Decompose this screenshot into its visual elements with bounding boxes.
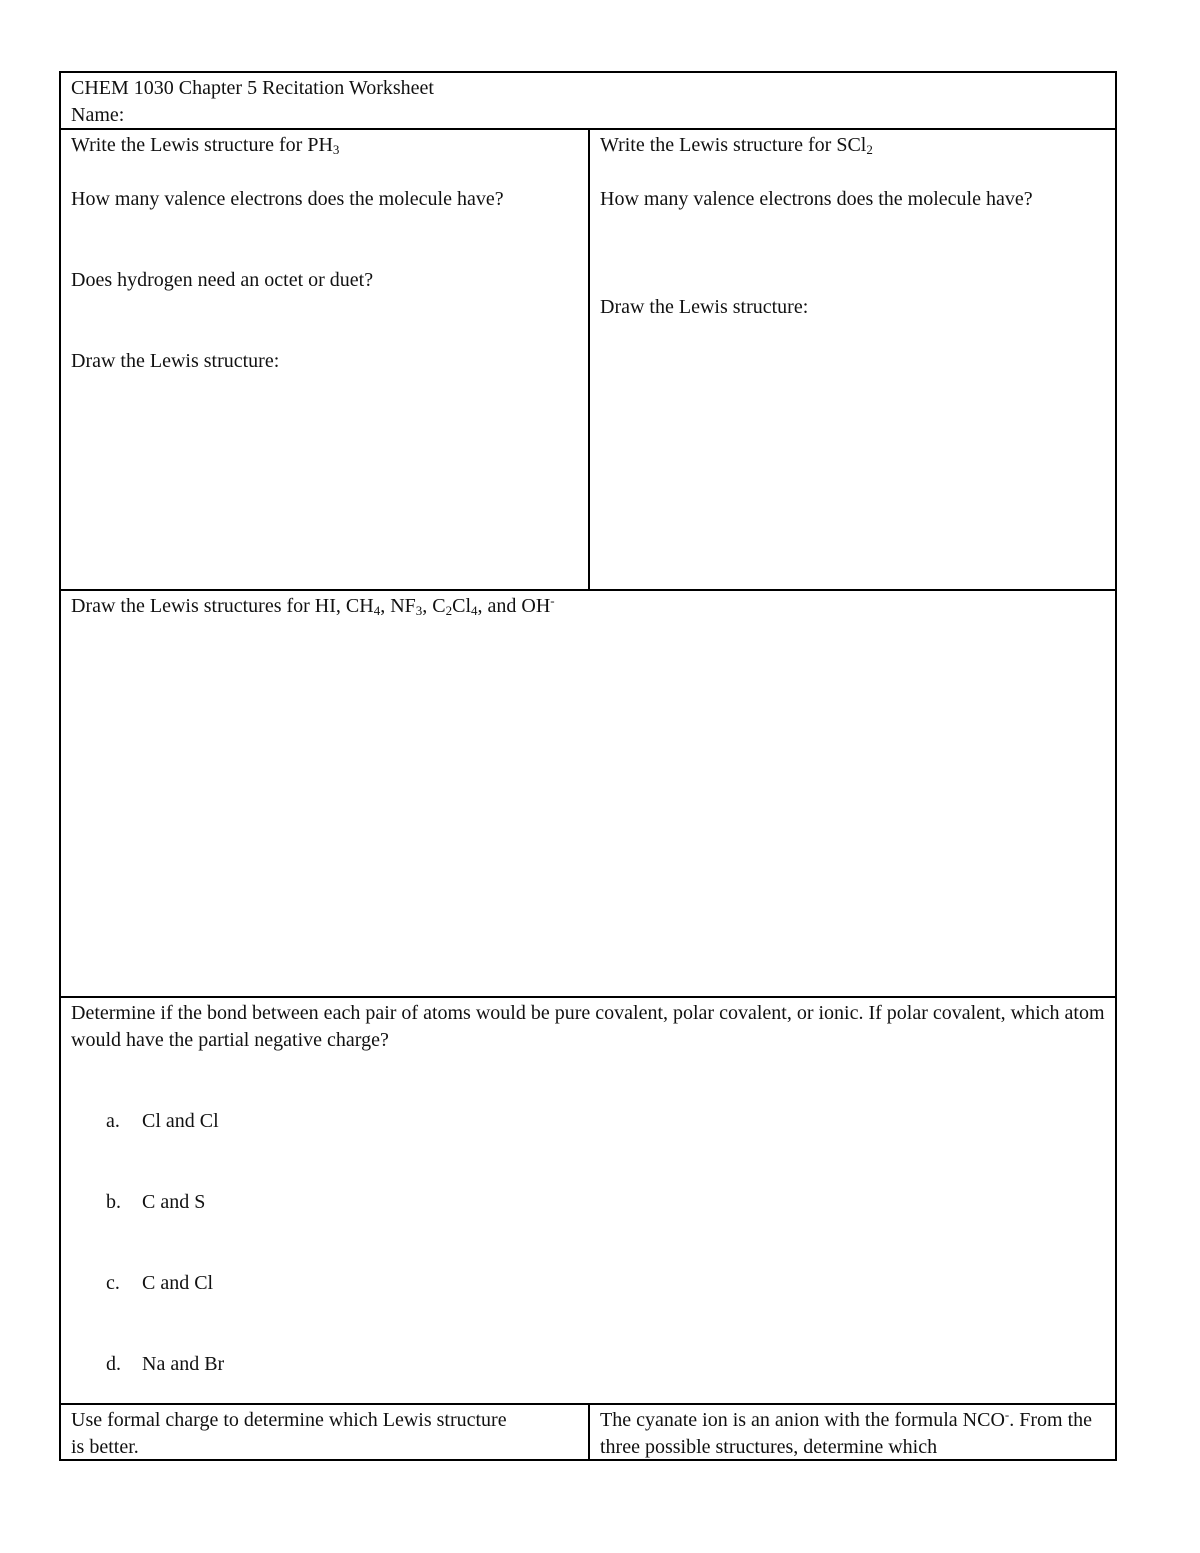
- cyanate-prompt: [600, 1407, 1105, 1461]
- bond-options-list: [71, 1108, 1105, 1378]
- list-item: [71, 1351, 1105, 1378]
- multi-text-5: , and OH: [477, 595, 551, 617]
- scl2-question-cell: [588, 130, 1115, 589]
- option-text: Na and Br: [142, 1353, 225, 1375]
- multi-sub-2: 3: [415, 603, 423, 618]
- header-row: [61, 73, 1115, 128]
- option-letter: a.: [106, 1110, 120, 1132]
- multi-text-2: , NF: [380, 595, 416, 617]
- formal-charge-row: [61, 1403, 1115, 1459]
- lewis-questions-row: [61, 128, 1115, 589]
- multi-lewis-cell: [61, 591, 1115, 996]
- worksheet-title: CHEM 1030 Chapter 5 Recitation Worksheet: [71, 77, 434, 99]
- multi-text-3: , C: [422, 595, 446, 617]
- scl2-valence-question: How many valence electrons does the molecule have?: [600, 188, 1033, 210]
- cyanate-cell: [588, 1405, 1115, 1459]
- bond-type-prompt: Determine if the bond between each pair of atoms would be pure covalent, polar covalent, or ionic. If polar covalent, which atom would have the partial negative charge?: [71, 1002, 1105, 1051]
- option-letter: d.: [106, 1353, 121, 1375]
- multi-lewis-row: [61, 589, 1115, 996]
- ph3-draw-label: Draw the Lewis structure:: [71, 350, 280, 372]
- bond-type-row: [61, 996, 1115, 1403]
- multi-sub-1: 4: [373, 603, 381, 618]
- header-cell: [61, 73, 1115, 128]
- name-blank-line[interactable]: [124, 106, 466, 129]
- bond-type-cell: [61, 998, 1115, 1403]
- scl2-title: [600, 132, 1105, 159]
- option-text: C and Cl: [142, 1272, 214, 1294]
- name-field[interactable]: [71, 102, 1105, 129]
- option-text: Cl and Cl: [142, 1110, 219, 1132]
- scl2-title-subscript: 2: [866, 142, 873, 157]
- list-item: [71, 1189, 1105, 1216]
- option-letter: b.: [106, 1191, 121, 1213]
- scl2-title-text: Write the Lewis structure for SCl: [600, 134, 867, 156]
- formal-charge-cell: [61, 1405, 588, 1459]
- multi-sub-3: 2: [445, 603, 453, 618]
- list-item: [71, 1270, 1105, 1297]
- multi-sub-4: 4: [471, 603, 478, 618]
- scl2-draw-label: Draw the Lewis structure:: [600, 296, 809, 318]
- name-label: Name:: [71, 104, 125, 126]
- multi-lewis-prompt: [71, 593, 1105, 620]
- option-text: C and S: [142, 1191, 206, 1213]
- ph3-title-subscript: 3: [332, 142, 340, 157]
- formal-charge-prompt: Use formal charge to determine which Lewis structure is better.: [71, 1409, 507, 1458]
- ph3-question-cell: [61, 130, 588, 589]
- worksheet-table: [59, 71, 1117, 1461]
- ph3-title: [71, 132, 578, 159]
- option-letter: c.: [106, 1272, 120, 1294]
- multi-text-1: Draw the Lewis structures for HI, CH: [71, 595, 374, 617]
- list-item: [71, 1108, 1105, 1135]
- ph3-hydrogen-question: Does hydrogen need an octet or duet?: [71, 269, 374, 291]
- cyanate-text-1: The cyanate ion is an anion with the formula NCO: [600, 1409, 1005, 1431]
- multi-sup: -: [550, 593, 555, 608]
- ph3-valence-question: How many valence electrons does the molecule have?: [71, 188, 504, 210]
- multi-text-4: Cl: [452, 595, 472, 617]
- cyanate-sup: -: [1004, 1407, 1010, 1422]
- ph3-title-text: Write the Lewis structure for PH: [71, 134, 333, 156]
- cyanate-text-2: . From the three possible structures, determine which: [600, 1409, 1093, 1458]
